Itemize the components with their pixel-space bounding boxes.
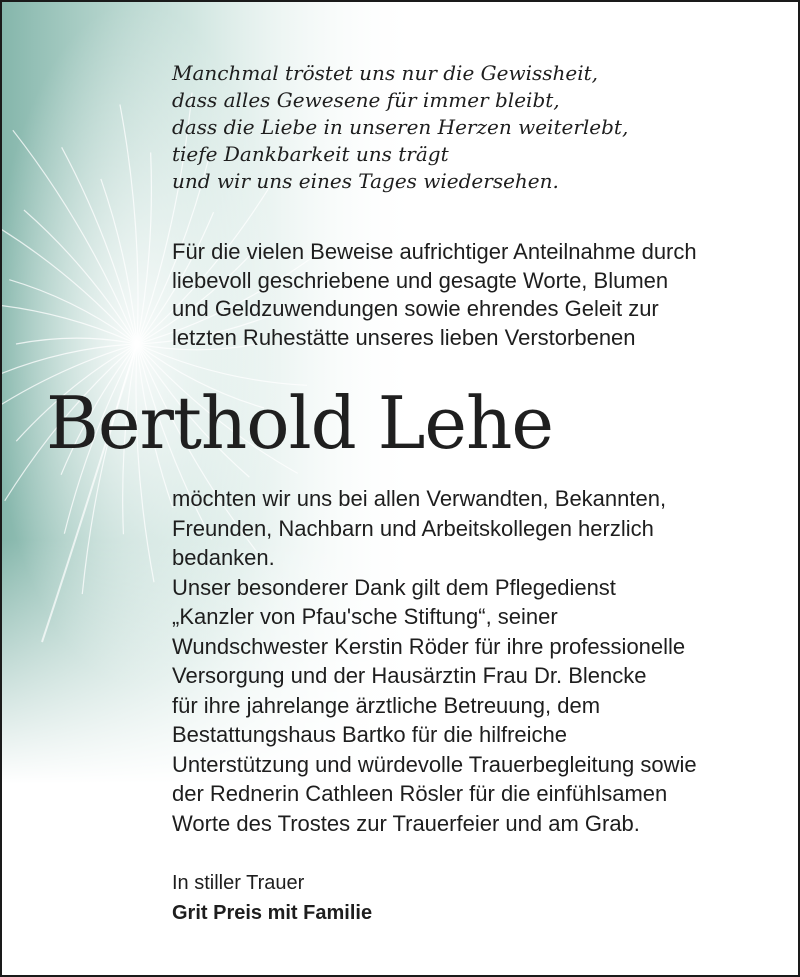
body-line: Wundschwester Kerstin Röder für ihre professionelle xyxy=(172,633,686,659)
body-line: Versorgung und der Hausärztin Frau Dr. Blencke xyxy=(172,663,647,688)
poem-line: dass alles Gewesene für immer bleibt, xyxy=(172,88,560,112)
body-line: möchten wir uns bei allen Verwandten, Bekannten, xyxy=(172,486,667,511)
poem-line: dass die Liebe in unseren Herzen weiterlebt, xyxy=(172,115,629,139)
poem-verse xyxy=(172,60,628,195)
closing xyxy=(172,868,372,928)
intro-line: und Geldzuwendungen sowie ehrendes Geleit zur xyxy=(172,296,659,321)
body-line: Unser besonderer Dank gilt dem Pflegedienst xyxy=(172,574,616,600)
body-line: Worte des Trostes zur Trauerfeier und am Grab. xyxy=(172,810,640,836)
deceased-name: Berthold Lehe xyxy=(46,381,553,465)
poem-line: und wir uns eines Tages wiedersehen. xyxy=(172,169,559,193)
closing-line: In stiller Trauer xyxy=(172,872,305,894)
body-line: Freunden, Nachbarn und Arbeitskollegen herzlich xyxy=(172,515,654,541)
body-line: bedanken. xyxy=(172,545,275,570)
intro-line: liebevoll geschriebene und gesagte Worte, Blumen xyxy=(172,267,669,293)
body-line: Unterstützung und würdevolle Trauerbegleitung sowie xyxy=(172,751,697,777)
thanks-body xyxy=(172,484,697,838)
thanks-intro xyxy=(172,238,697,352)
poem-line: Manchmal tröstet uns nur die Gewissheit, xyxy=(172,61,598,85)
body-line: Bestattungshaus Bartko für die hilfreiche xyxy=(172,722,568,747)
body-line: „Kanzler von Pfau'sche Stiftung“, seiner xyxy=(172,604,558,629)
signature: Grit Preis mit Familie xyxy=(172,902,373,924)
body-line: der Rednerin Cathleen Rösler für die einfühlsamen xyxy=(172,781,668,806)
body-line: für ihre jahrelange ärztliche Betreuung, dem xyxy=(172,692,601,718)
intro-line: Für die vielen Beweise aufrichtiger Anteilnahme durch xyxy=(172,239,697,264)
poem-line: tiefe Dankbarkeit uns trägt xyxy=(172,142,449,166)
intro-line: letzten Ruhestätte unseres lieben Verstorbenen xyxy=(172,324,636,350)
